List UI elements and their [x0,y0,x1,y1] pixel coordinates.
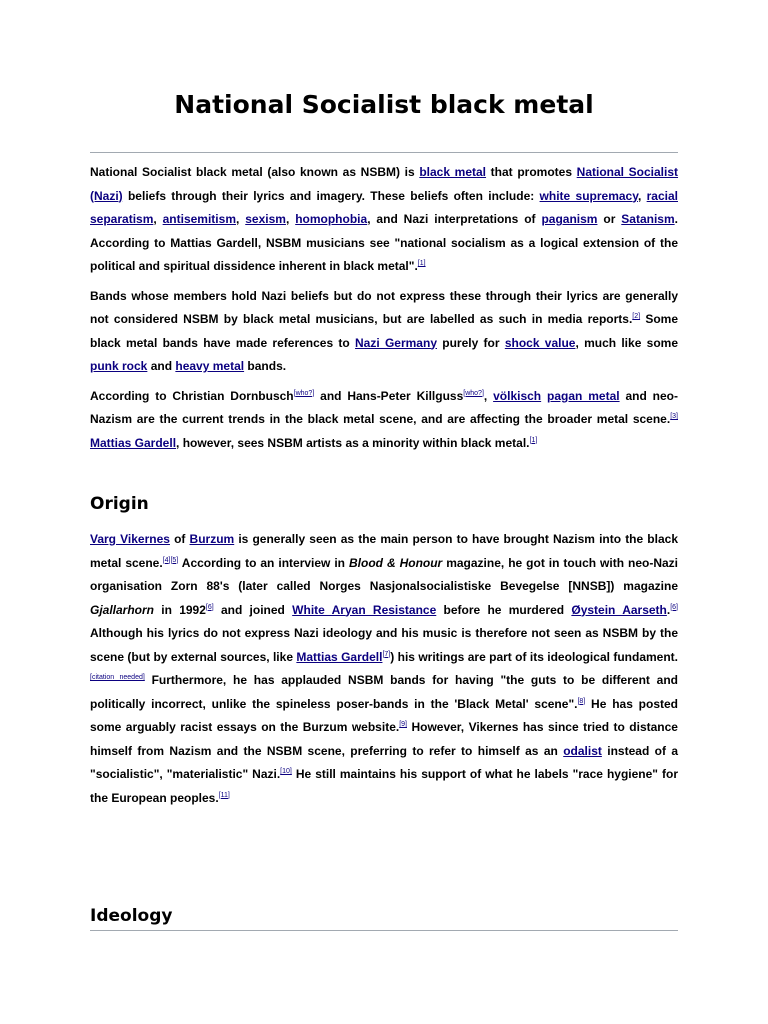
link-white-supremacy[interactable]: white supremacy [539,188,638,203]
citation-1[interactable]: [1] [529,436,538,444]
text-span: bands. [244,359,287,373]
text-span: , however, sees NSBM artists as a minority within black metal. [176,435,530,450]
text-span: He still maintains his support of what he labels "race hygiene" for the European peoples. [90,767,678,805]
text-span: and Hans-Peter Killguss [314,388,464,403]
text-span: , and Nazi interpretations of [367,212,542,226]
origin-paragraph [90,528,678,810]
text-span: purely for [437,335,505,350]
link-heavy-metal[interactable]: heavy metal [175,359,245,373]
text-span: According to an interview in [178,555,349,570]
text-span: , much like some [575,335,678,350]
text-span: National Socialist black metal (also known as NSBM) is [90,165,420,179]
link-satanism[interactable]: Satanism [621,212,675,226]
citation-11[interactable]: [11] [218,791,230,799]
origin-section [90,528,678,810]
citation-8[interactable]: [8] [577,697,586,705]
title-divider [90,152,678,153]
text-span: and joined [213,602,293,617]
intro-paragraph-1 [90,161,678,279]
text-span: before he murdered [436,602,572,617]
text-span: , [285,212,296,226]
text-span: and neo-Nazism are the current trends in the black metal scene, and are affecting the broader metal scene. [90,388,678,426]
citation-1[interactable]: [1] [417,260,426,267]
text-span: that promotes [486,165,577,179]
citation-who[interactable]: [who?] [293,389,315,397]
link-racial-separatism[interactable]: racial separatism [90,188,678,226]
link-nazi-germany[interactable]: Nazi Germany [355,335,437,350]
link-varg-vikernes[interactable]: Varg Vikernes [90,532,170,546]
text-span: He has posted some arguably racist essays on the Burzum website. [90,696,678,734]
text-span: , [153,212,163,226]
intro-paragraph-2 [90,285,678,379]
citation-6[interactable]: [6] [670,603,679,611]
link-oystein-aarseth[interactable]: Øystein Aarseth [571,602,667,617]
link-mattias-gardell[interactable]: Mattias Gardell [296,649,383,664]
citation-6[interactable]: [6] [205,603,214,611]
section-heading-ideology: Ideology [90,906,173,926]
link-national-socialist[interactable]: National Socialist (Nazi) [90,165,679,203]
link-volkisch[interactable]: völkisch [493,388,542,403]
link-pagan-metal[interactable]: pagan metal [547,388,620,403]
text-span: ) his writings are part of its ideological fundament. [390,649,678,664]
text-span: Bands whose members hold Nazi beliefs but do not express these through their lyrics are generally not considered NSBM by black metal musicians, but are labelled as such in media reports. [90,288,678,326]
text-span: , [483,388,494,403]
text-span: , [235,212,246,226]
citation-9[interactable]: [9] [399,721,407,728]
link-black-metal[interactable]: black metal [419,165,487,179]
citation-needed[interactable]: [citation needed] [90,674,145,681]
text-span: . [666,602,671,617]
text-span: and [147,359,176,373]
text-span: beliefs through their lyrics and imagery. These beliefs often include: [122,188,540,203]
intro-section [90,161,678,455]
link-burzum[interactable]: Burzum [189,532,235,546]
text-span: or [597,212,622,226]
text-span: , [638,188,647,203]
citation-2[interactable]: [2] [632,313,641,320]
magazine-title: Gjallarhorn [90,602,155,617]
text-span: instead of a "socialistic", "materialistic" Nazi. [90,743,678,781]
link-odalist[interactable]: odalist [563,743,602,758]
citation-who[interactable]: [who?] [463,389,484,397]
page-title: National Socialist black metal [174,90,594,119]
link-punk-rock[interactable]: punk rock [90,359,148,373]
text-span: According to Christian Dornbusch [90,388,294,403]
link-white-aryan-resistance[interactable]: White Aryan Resistance [292,602,437,617]
link-sexism[interactable]: sexism [245,212,286,226]
text-span: is generally seen as the main person to have brought Nazism into the black metal scene. [90,532,678,570]
citation-7[interactable]: [7] [382,650,391,658]
link-paganism[interactable]: paganism [541,212,598,226]
text-span: However, Vikernes has since tried to distance himself from Nazism and the NSBM scene, preferring to refer to himself as an [90,720,678,758]
link-mattias-gardell[interactable]: Mattias Gardell [90,435,177,450]
text-span: of [169,532,190,546]
text-span: Some black metal bands have made references to [90,312,679,350]
citation-10[interactable]: [10] [280,768,292,775]
citation-3[interactable]: [3] [670,413,678,420]
text-span: in 1992 [154,602,206,617]
section-heading-origin: Origin [90,494,149,514]
citation-4-5[interactable]: [4][5] [162,556,179,564]
text-span: Furthermore, he has applauded NSBM bands for having "the guts to be different and politically incorrect, unlike the spineless poser-bands in the 'Black Metal' scene". [90,673,678,711]
text-span: . According to Mattias Gardell, NSBM musicians see "national socialism as a logical extension of the political and spiritual dissidence inherent in black metal". [90,212,678,273]
link-antisemitism[interactable]: antisemitism [162,212,236,226]
text-span: magazine, he got in touch with neo-Nazi organisation Zorn 88's (later called Norges Nasjonalsocialistiske Bevegelse [NNSB]) magazine [90,555,679,593]
magazine-title: Blood & Honour [348,555,443,570]
link-shock-value[interactable]: shock value [504,335,576,350]
text-span: Although his lyrics do not express Nazi ideology and his music is therefore not seen as NSBM by the scene (but by external sources, like [90,626,678,664]
intro-paragraph-3 [90,385,678,456]
section-divider [90,930,678,931]
link-homophobia[interactable]: homophobia [295,212,368,226]
